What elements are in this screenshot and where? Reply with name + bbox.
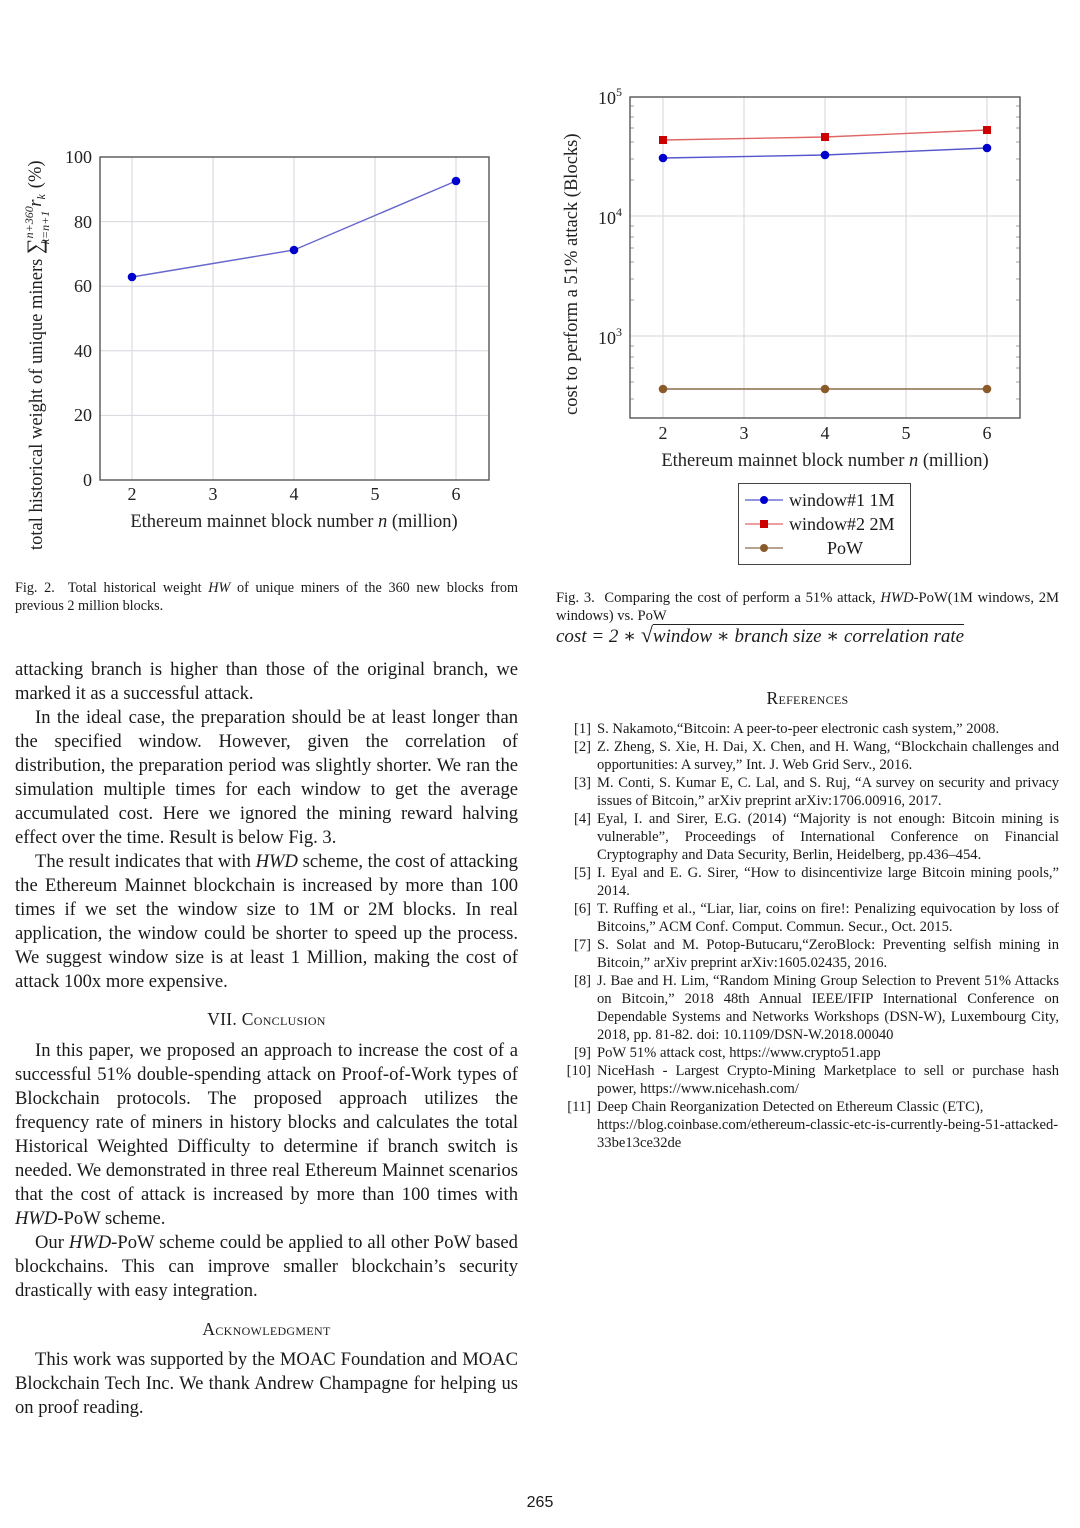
data-point: [452, 177, 461, 186]
data-point: [983, 385, 992, 394]
y-tick-labels: [65, 147, 92, 490]
reference-item: [2] Z. Zheng, S. Xie, H. Dai, X. Chen, and H. Wang, “Blockchain challenges and opportunities: A survey,” Int. J. Web Grid Serv., 2016.: [573, 739, 1059, 773]
reference-item: [7] S. Solat and M. Potop-Butucaru,“ZeroBlock: Preventing selfish mining in Bitcoin,” arXiv preprint arXiv:1605.02435, 2016.: [573, 937, 1059, 971]
data-point: [983, 126, 991, 134]
svg-text:80: 80: [74, 212, 92, 232]
left-column-text: [15, 658, 518, 994]
x-axis-label: Ethereum mainnet block number n (million): [661, 451, 989, 471]
reference-item: [1] S. Nakamoto,“Bitcoin: A peer-to-peer electronic cash system,” 2008.: [573, 721, 1000, 737]
page-number: 265: [526, 1494, 554, 1511]
data-point: [983, 144, 992, 153]
sqrt-icon: √: [640, 622, 653, 647]
paragraph: attacking branch is higher than those of the original branch, we marked it as a successful attack.: [15, 659, 518, 704]
grid-lines: [100, 157, 489, 480]
svg-text:60: 60: [74, 276, 92, 296]
svg-text:0: 0: [83, 470, 92, 490]
data-point: [290, 246, 299, 255]
x-tick-labels: [128, 484, 461, 504]
reference-item: [5] I. Eyal and E. G. Sirer, “How to disincentivize large Bitcoin mining pools,” 2014.: [573, 865, 1059, 899]
svg-text:3: 3: [739, 423, 749, 443]
data-point: [821, 133, 829, 141]
chart-legend: [738, 483, 911, 565]
svg-text:3: 3: [208, 484, 218, 504]
data-point: [659, 154, 668, 163]
legend-marker-square-icon: [745, 518, 783, 530]
acknowledgment-text: [15, 1348, 518, 1420]
legend-marker-circle-icon: [745, 494, 783, 506]
section-heading-references: References: [766, 688, 849, 708]
svg-text:2: 2: [658, 423, 668, 443]
cost-formula: cost = 2 ∗ √window ∗ branch size ∗ correlation rate: [556, 622, 965, 647]
svg-text:105: $10^5$: [598, 85, 622, 108]
reference-item: [3] M. Conti, S. Kumar E, C. Lal, and S. Ruj, “A survey on security and privacy issues of Bitcoin,” arXiv preprint arXiv:1706.00916, 2017.: [573, 775, 1059, 809]
paragraph: Our HWD-PoW scheme could be applied to all other PoW based blockchains. This can improve smaller blockchain’s security drastically with easy integration.: [15, 1232, 518, 1301]
x-tick-labels: [659, 423, 992, 443]
svg-text:20: 20: [74, 405, 92, 425]
grid-lines: [630, 97, 1020, 418]
svg-text:40: 40: [74, 341, 92, 361]
svg-text:6: 6: [451, 484, 461, 504]
y-tick-labels: [598, 85, 622, 348]
data-point: [821, 385, 830, 394]
conclusion-text: [15, 1039, 518, 1303]
line-chart-historical-weight: [0, 80, 540, 560]
svg-text:4: 4: [289, 484, 299, 504]
series-pow: [659, 385, 992, 394]
paragraph: In this paper, we proposed an approach to increase the cost of a successful 51% double-spending attack on Proof-of-Work types of Blockchain protocols. The proposed approach utilizes the frequency rate of miners in history blocks and calculates the total Historical Weighted Difficulty to determine if branch switch is needed. We demonstrated in three real Ethereum Mainnet scenarios that the cost of attack is increased by more than 100 times with HWD-PoW scheme.: [15, 1040, 518, 1229]
data-point: [659, 385, 668, 394]
svg-text:6: 6: [982, 423, 992, 443]
reference-item: [9] PoW 51% attack cost, https://www.crypto51.app: [573, 1045, 881, 1061]
data-point: [128, 273, 137, 282]
legend-marker-circle-icon: [745, 542, 783, 554]
svg-text:100: 100: [65, 147, 92, 167]
data-point: [821, 151, 830, 160]
svg-text:103: $10^3$: [598, 325, 622, 348]
reference-item: [6] T. Ruffing et al., “Liar, liar, coins on fire!: Penalizing equivocation by loss of Bitcoins,” ACM Conf. Comput. Commun. Secur., Oct. 2015.: [573, 901, 1059, 935]
reference-item: [10] NiceHash - Largest Crypto-Mining Marketplace to sell or purchase hash power, https://www.nicehash.com/: [566, 1063, 1059, 1097]
legend-item-window-1m: window#1 1M: [745, 488, 900, 512]
legend-item-window-2m: window#2 2M: [745, 512, 900, 536]
figure-2-chart: [0, 80, 540, 560]
svg-text:5: 5: [370, 484, 380, 504]
section-heading-conclusion: VII. Conclusion: [207, 1009, 326, 1029]
svg-text:104: $10^4$: [598, 205, 622, 228]
figure-2-caption: Fig. 2. Total historical weight HW of unique miners of the 360 new blocks from previous 2 million blocks.: [15, 580, 519, 614]
svg-text:4: 4: [820, 423, 830, 443]
svg-text:2: 2: [127, 484, 137, 504]
paragraph: This work was supported by the MOAC Foundation and MOAC Blockchain Tech Inc. We thank Andrew Champagne for helping us on proof reading.: [15, 1349, 518, 1418]
reference-list: [553, 720, 1059, 1152]
x-axis-label: Ethereum mainnet block number n (million): [130, 512, 458, 532]
svg-text:total historical weight of uni: total historical weight of unique miners ∑$^{n+360}$ $k=n+1r_k(\%)$: [22, 160, 52, 550]
data-point: [659, 136, 667, 144]
y-axis-label: cost to perform a 51% attack (Blocks): [562, 133, 582, 415]
paragraph: The result indicates that with HWD scheme, the cost of attacking the Ethereum Mainnet blockchain is increased by more than 100 times if we set the window size to 1M or 2M blocks. In real application, the window could be shorter to speed up the process. We suggest window size is at least 1 Million, making the cost of attack 100x more expensive.: [15, 851, 518, 992]
reference-item: [8] J. Bae and H. Lim, “Random Mining Group Selection to Prevent 51% Attacks on Bitcoin,” 2018 48th Annual IEEE/IFIP International Conference on Dependable Systems and Networks Workshops (DSN-W), Luxembourg City, 2018, pp. 81-82. doi: 10.1109/DSN-W.2018.00040: [573, 973, 1059, 1043]
section-heading-acknowledgment: Acknowledgment: [202, 1319, 331, 1339]
line-chart-attack-cost: [550, 80, 1070, 480]
paragraph: In the ideal case, the preparation should be at least longer than the specified window. However, given the correlation of distribution, the preparation period was slightly shorter. We ran the simulation multiple times for each window to get the average accumulated cost. Here we ignored the mining reward halving effect over the time. Result is below Fig. 3.: [15, 707, 518, 848]
y-axis-label: [22, 160, 52, 550]
legend-item-pow: PoW: [745, 536, 900, 560]
reference-item: [11] Deep Chain Reorganization Detected on Ethereum Classic (ETC), https://blog.coinbase.com/ethereum-classic-etc-is-currently-being-51-attacked-33be13ce32de: [567, 1099, 1059, 1151]
reference-item: [4] Eyal, I. and Sirer, E.G. (2014) “Majority is not enough: Bitcoin mining is vulnerable”, Proceedings of International Conference on Financial Cryptography and Data Security, Berlin, Heidelberg, pp.436–454.: [573, 811, 1059, 863]
svg-text:5: 5: [901, 423, 911, 443]
figure-3-caption: Fig. 3. Comparing the cost of perform a 51% attack, HWD-PoW(1M windows, 2M windows) vs. PoW: [556, 590, 1060, 624]
figure-3-chart: [550, 80, 1070, 480]
